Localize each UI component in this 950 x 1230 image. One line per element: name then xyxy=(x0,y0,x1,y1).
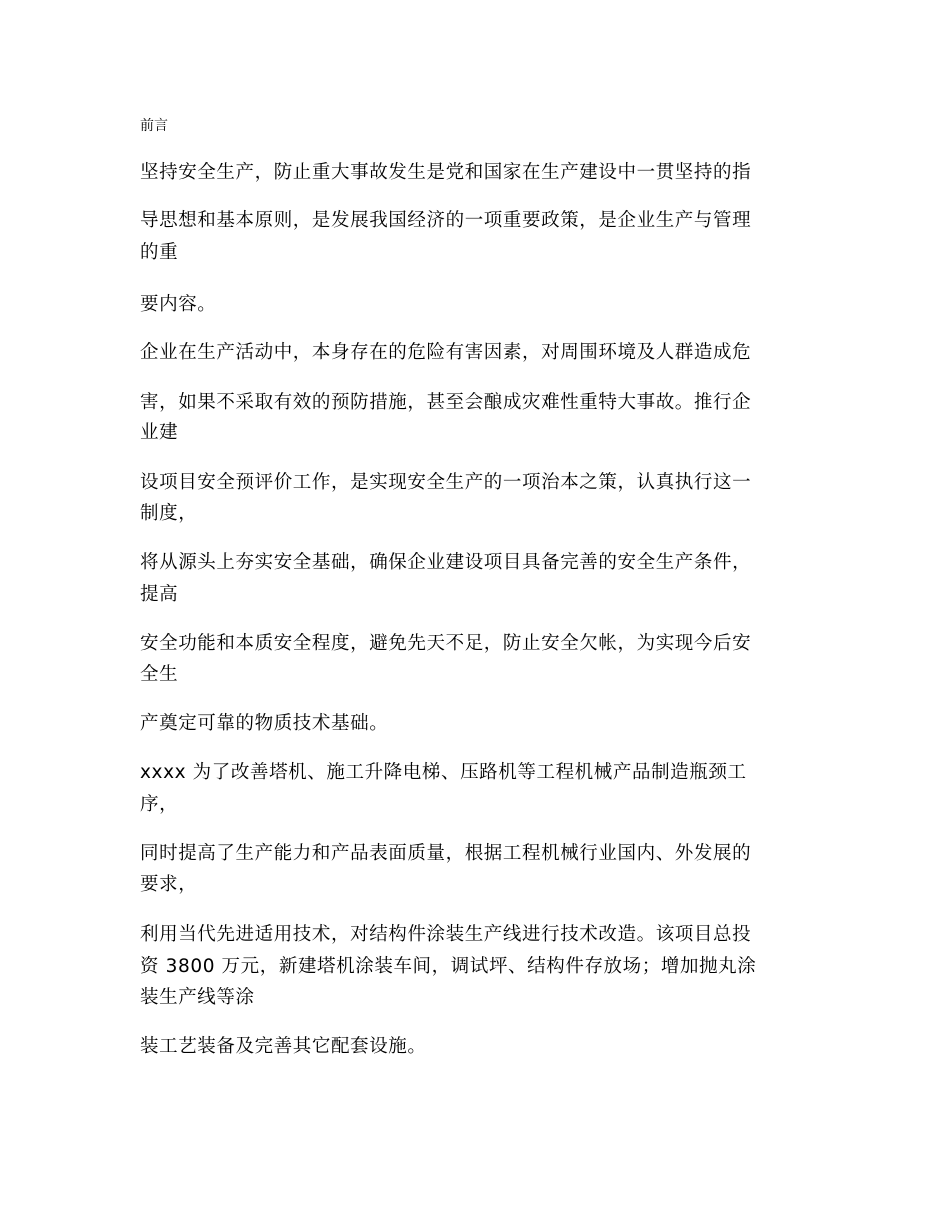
text-line: 提高 xyxy=(140,584,179,605)
text-line: 要求， xyxy=(140,874,198,895)
text-line: 导思想和基本原则，是发展我国经济的一项重要政策，是企业生产与管理 xyxy=(140,210,752,231)
text-line: 产奠定可靠的物质技术基础。 xyxy=(140,713,389,734)
text-line: 序， xyxy=(140,794,179,815)
text-line: 企业在生产活动中，本身存在的危险有害因素，对周围环境及人群造成危 xyxy=(140,342,752,363)
text-line: 资 3800 万元，新建塔机涂装车间，调试坪、结构件存放场；增加抛丸涂 xyxy=(140,956,757,977)
text-line: 的重 xyxy=(140,242,179,263)
text-line: 害，如果不采取有效的预防措施，甚至会酿成灾难性重特大事故。推行企 xyxy=(140,392,752,413)
text-line: xxxx 为了改善塔机、施工升降电梯、压路机等工程机械产品制造瓶颈工 xyxy=(140,762,747,783)
text-line: 利用当代先进适用技术，对结构件涂装生产线进行技术改造。该项目总投 xyxy=(140,924,752,945)
text-line: 全生 xyxy=(140,664,179,685)
text-line: 同时提高了生产能力和产品表面质量，根据工程机械行业国内、外发展的 xyxy=(140,843,752,864)
text-line: 装生产线等涂 xyxy=(140,987,255,1008)
text-line: 设项目安全预评价工作，是实现安全生产的一项治本之策，认真执行这一 xyxy=(140,472,752,493)
preface-heading: 前言 xyxy=(140,118,168,134)
text-line: 业建 xyxy=(140,422,179,443)
text-line: 安全功能和本质安全程度，避免先天不足，防止安全欠帐，为实现今后安 xyxy=(140,633,752,654)
text-line: 将从源头上夯实安全基础，确保企业建设项目具备完善的安全生产条件， xyxy=(140,552,752,573)
text-line: 装工艺装备及完善其它配套设施。 xyxy=(140,1036,427,1057)
text-line: 要内容。 xyxy=(140,294,217,315)
text-line: 制度， xyxy=(140,503,198,524)
text-line: 坚持安全生产，防止重大事故发生是党和国家在生产建设中一贯坚持的指 xyxy=(140,162,752,183)
